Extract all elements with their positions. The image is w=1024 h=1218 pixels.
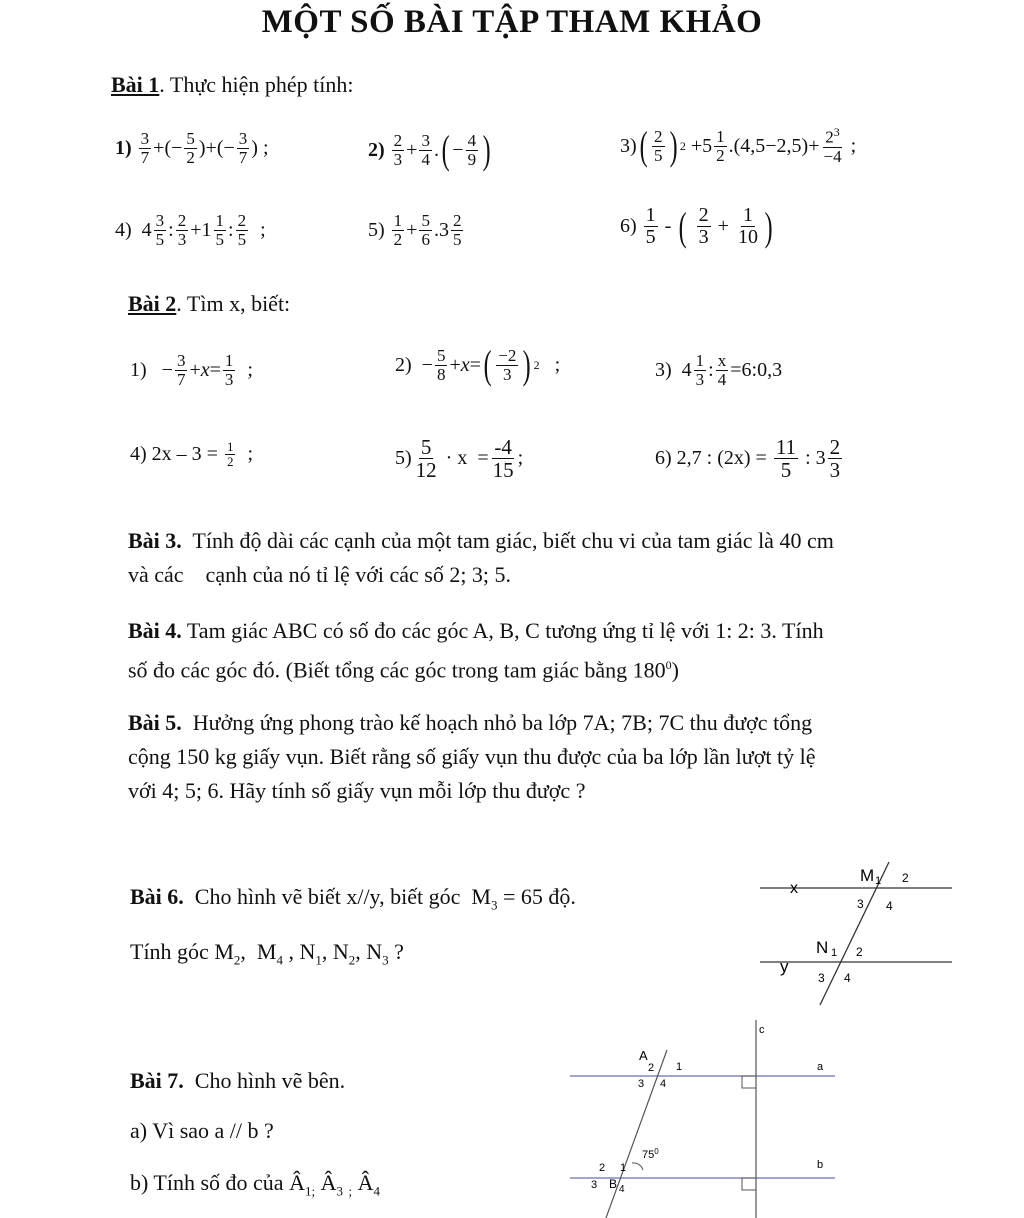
- item-number: 2): [368, 138, 385, 161]
- bai2-exercise-3: 3) 4 $\frac{1}{3}$ : $\frac{x}{4}$ =6:0,3: [655, 351, 783, 389]
- bai7-question-b: b) Tính số đo của $Â_{1;}$ $Â_3$ $_;$ $Â_4$: [130, 1170, 380, 1199]
- label-x: x: [790, 880, 798, 897]
- bai5-line3: với 4; 5; 6. Hãy tính số giấy vụn mỗi lớp thu được ?: [128, 778, 586, 803]
- bai5: [128, 706, 815, 808]
- right-angle-b: [742, 1178, 756, 1190]
- bai6-label: Bài 6.: [130, 884, 184, 909]
- bai7-label: Bài 7.: [130, 1068, 184, 1093]
- label-b2: 2: [599, 1162, 606, 1174]
- label-M: M: [860, 866, 875, 885]
- label-angle-75: $75^0$: [642, 1147, 659, 1161]
- label-a1: 1: [676, 1061, 683, 1073]
- bai7-text1: Cho hình vẽ bên.: [194, 1068, 346, 1093]
- bai1-exercise-2: 2) $\frac{2}{3}$ + $\frac{3}{4}$ . ( − $\frac{4}{9}$ ): [368, 127, 491, 172]
- transversal: [606, 1050, 667, 1218]
- bai3-line1: Tính độ dài các cạnh của một tam giác, biết chu vi của tam giác là 40 cm: [192, 528, 834, 553]
- bai2-exercise-5: 5) $\frac{5}{12}$ · x = $\frac{-4}{15}$ ;: [395, 435, 524, 483]
- item-number: 2): [395, 353, 412, 376]
- bai7-line1: [130, 1064, 345, 1098]
- bai4-label: Bài 4.: [128, 618, 182, 643]
- bai5-line1: Hưởng ứng phong trào kế hoạch nhỏ ba lớp 7A; 7B; 7C thu được tổng: [192, 710, 813, 735]
- label-a: a: [817, 1061, 824, 1073]
- item-number: 1): [115, 136, 132, 159]
- bai6-line1: Bài 6. Cho hình vẽ biết x//y, biết góc $M_3 = 65$ độ.: [130, 884, 576, 913]
- item-number: 3): [655, 358, 672, 381]
- bai6-line2: Tính góc $M_2$, $M_4$ , $N_1$, $N_2$, $N_3$ ?: [130, 939, 404, 968]
- bai6-text2: Tính góc: [130, 939, 209, 964]
- item-number: 4): [130, 442, 147, 465]
- bai3-line2: và các cạnh của nó tỉ lệ với các số 2; 3; 5.: [128, 562, 512, 587]
- label-n2: 2: [856, 945, 863, 959]
- bai3: [128, 524, 834, 592]
- label-n3: 3: [818, 971, 825, 985]
- label-M-sub: 1: [875, 875, 882, 887]
- label-n4: 4: [844, 971, 851, 985]
- label-b3: 3: [591, 1179, 598, 1191]
- bai1-exercise-6: 6) $\frac{1}{5}$ - ( $\frac{2}{3}$ + $\frac{1}{10}$ ): [620, 203, 773, 249]
- bai7-question-a: a) Vì sao a // b ?: [130, 1118, 274, 1143]
- bai2-eq6: 2,7 : (2x) =: [676, 447, 767, 470]
- bai5-label: Bài 5.: [128, 710, 182, 735]
- item-number: 5): [368, 218, 385, 241]
- bai2-exercise-4: 4) 2x – 3 = $\frac{1}{2}$ ;: [130, 439, 254, 469]
- bai2-exercise-1: 1) − $\frac{3}{7}$ + x = $\frac{1}{3}$ ;: [130, 351, 253, 389]
- bai2-prompt: . Tìm x, biết:: [176, 291, 291, 316]
- bai1-heading: [111, 72, 354, 98]
- bai6-text1: Cho hình vẽ biết x//y, biết góc: [194, 884, 461, 909]
- bai6-figure: [760, 860, 960, 1010]
- right-angle-a: [742, 1076, 756, 1088]
- bai5-line2: cộng 150 kg giấy vụn. Biết rằng số giấy vụn thu được của ba lớp lần lượt tỷ lệ: [128, 744, 816, 769]
- item-number: 6): [655, 447, 672, 470]
- label-a3: 3: [638, 1078, 645, 1090]
- label-m2: 2: [902, 871, 909, 885]
- bai1-exercise-1: 1) $\frac{3}{7}$ +(− $\frac{5}{2}$ )+(− $\frac{3}{7}$ ) ;: [115, 129, 269, 167]
- bai2-eq4: 2x – 3 =: [151, 442, 218, 465]
- bai2-label: Bài 2: [128, 291, 177, 316]
- item-number: 4): [115, 218, 132, 241]
- item-number: 3): [620, 134, 637, 157]
- label-c: c: [759, 1024, 765, 1036]
- label-N: N: [816, 938, 829, 957]
- bai1-prompt: . Thực hiện phép tính:: [159, 72, 354, 97]
- label-m3: 3: [857, 897, 864, 911]
- item-number: 6): [620, 215, 637, 237]
- item-number: 5): [395, 447, 412, 470]
- bai4: [128, 614, 824, 687]
- bai4-line2: số đo các góc đó. (Biết tổng các góc trong tam giác bằng 180: [128, 657, 666, 683]
- bai2-exercise-6: 6) 2,7 : (2x) = $\frac{11}{5}$ : 3 $\frac{2}{3}$: [655, 435, 841, 483]
- degree-symbol: 0: [665, 658, 672, 672]
- label-A: A: [639, 1048, 648, 1063]
- bai2-exercise-2: 2) − $\frac{5}{8}$ + x = ( $\frac{-2}{3}$ ) 2 ;: [395, 342, 561, 387]
- bai7-text-b: b) Tính số đo của: [130, 1170, 284, 1195]
- bai3-label: Bài 3.: [128, 528, 182, 553]
- page-title: MỘT SỐ BÀI TẬP THAM KHẢO: [261, 4, 763, 40]
- bai4-close: ): [671, 657, 679, 683]
- label-N-sub: 1: [831, 947, 838, 959]
- label-m4: 4: [886, 899, 893, 913]
- bai2-heading: [128, 291, 290, 317]
- bai6-given: = 65 độ.: [502, 884, 576, 909]
- label-B: B: [609, 1177, 618, 1191]
- label-a2: 2: [648, 1062, 655, 1074]
- label-a4: 4: [660, 1078, 667, 1090]
- bai1-exercise-3: 3) ( $\frac{2}{5}$ ) 2 +5 $\frac{1}{2}$ .(4,5−2,5)+ $\frac{2^3}{-4}$ ;: [620, 123, 857, 168]
- label-b: b: [817, 1159, 824, 1171]
- label-y: y: [780, 957, 789, 976]
- item-number: 1): [130, 358, 147, 381]
- angle-arc: [632, 1163, 643, 1170]
- label-b1: 1: [620, 1162, 627, 1174]
- bai1-label: Bài 1: [111, 72, 160, 97]
- bai4-line1: Tam giác ABC có số đo các góc A, B, C tương ứng tỉ lệ với 1: 2: 3. Tính: [186, 618, 824, 643]
- label-b4: 4: [619, 1184, 625, 1195]
- bai1-exercise-5: 5) $\frac{1}{2}$ + $\frac{5}{6}$ .3 $\frac{2}{5}$: [368, 211, 462, 249]
- bai7-figure: [570, 1020, 840, 1218]
- bai1-exercise-4: 4) 4 $\frac{3}{5}$ : $\frac{2}{3}$ +1 $\frac{1}{5}$ : $\frac{2}{5}$ ;: [115, 211, 266, 249]
